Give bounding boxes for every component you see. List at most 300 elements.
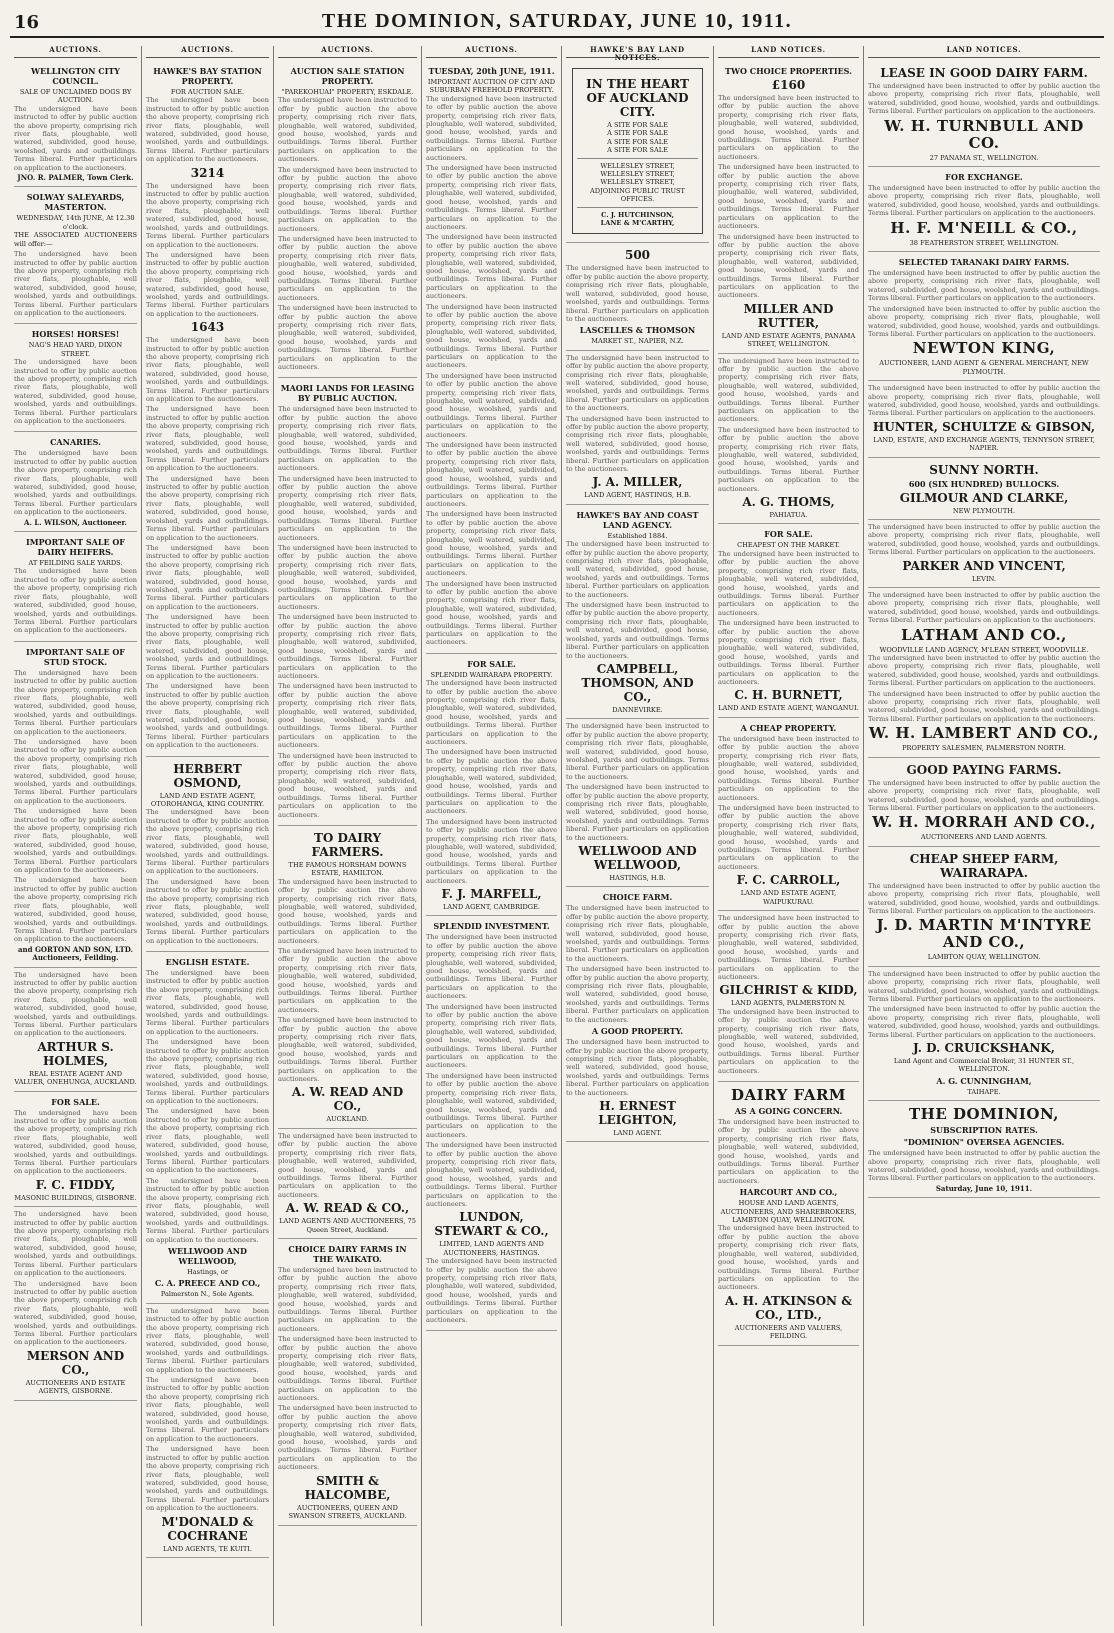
ad-body: The undersigned have been instructed to offer by public auction the above property, comprising rich river flats, ploughable, well watered, subdivided, good house, woolshed, yards and outbuildings. Terms liberal. Further particulars on application to the auctioneers. bbox=[868, 654, 1100, 688]
ad bbox=[278, 378, 417, 826]
ad-title: W. H. LAMBERT AND CO., bbox=[868, 724, 1100, 743]
ad-body: The undersigned have been instructed to offer by public auction the above property, comprising rich river flats, ploughable, well watered, subdivided, good house, woolshed, yards and outbuildings. Terms liberal. Further particulars on application to the auctioneers. bbox=[14, 1279, 137, 1347]
ad-body: The undersigned have been instructed to offer by public auction the above property, comprising rich river flats, ploughable, well watered, subdivided, good house, woolshed, yards and outbuildings. Terms liberal. Further particulars on application to the auctioneers. bbox=[566, 353, 709, 413]
ad-subtitle: SALE OF UNCLAIMED DOGS BY AUCTION. bbox=[19, 88, 132, 105]
acreage: 500 bbox=[624, 248, 651, 263]
ad-line: WELLESLEY STREET, bbox=[600, 170, 675, 179]
ad-body: The undersigned have been instructed to offer by public auction the above property, comprising rich river flats, ploughable, well watered, subdivided, good house, woolshed, yards and outbuildings. Terms liberal. Further particulars on application to the auctioneers. bbox=[718, 619, 859, 686]
ad-body: The undersigned have been instructed to offer by public auction the above property, comprising rich river flats, ploughable, well watered, subdivided, good house, woolshed, yards and outbuildings. Terms liberal. Further particulars on application to the auctioneers. bbox=[278, 751, 417, 819]
ad-body: The undersigned have been instructed to offer by public auction the above property, comprising rich river flats, ploughable, well watered, subdivided, good house, woolshed, yards and outbuildings. Terms liberal. Further particulars on application to the auctioneers. bbox=[278, 613, 417, 680]
ad bbox=[868, 588, 1100, 758]
ad-title: GILMOUR AND CLARKE, bbox=[899, 490, 1069, 505]
ad-body: The undersigned have been instructed to offer by public auction the above property, comprising rich river flats, ploughable, well watered, subdivided, good house, woolshed, yards and outbuildings. Terms liberal. Further particulars on application to the auctioneers. bbox=[868, 969, 1100, 1003]
ad-body: The undersigned have been instructed to offer by public auction the above property, comprising rich river flats, ploughable, well watered, subdivided, good house, woolshed, yards and outbuildings. Terms liberal. Further particulars on application to the auctioneers. bbox=[14, 1210, 137, 1278]
ad-title: C. H. BURNETT, bbox=[734, 688, 843, 703]
ad-body: The undersigned have been instructed to offer by public auction the above property, comprising rich river flats, ploughable, well watered, subdivided, good house, woolshed, yards and outbuildings. Terms liberal. Further particulars on application to the auctioneers. bbox=[426, 1257, 557, 1325]
ad-subtitle: DANNEVIRKE. bbox=[612, 705, 663, 714]
ad-body: The undersigned have been instructed to offer by public auction the above property, comprising rich river flats, ploughable, well watered, subdivided, good house, woolshed, yards and outbuildings. Terms liberal. Further particulars on application to the auctioneers. bbox=[426, 233, 557, 301]
ad bbox=[278, 1239, 417, 1526]
ad-subtitle: AUCTIONEERS, QUEEN AND SWANSON STREETS, AUCKLAND. bbox=[288, 1503, 407, 1521]
ad bbox=[426, 916, 557, 1331]
ad-title: CHOICE DAIRY FARMS IN THE WAIKATO. bbox=[288, 1243, 407, 1264]
ad bbox=[278, 1129, 417, 1239]
ad-title: LATHAM AND CO., bbox=[901, 625, 1067, 644]
ad-title: TO DAIRY FARMERS. bbox=[311, 830, 384, 859]
ad-subtitle: "PAREKOHUAI" PROPERTY, ESKDALE. bbox=[281, 88, 414, 96]
ad bbox=[566, 61, 709, 243]
ad-subtitle: MARKET ST., NAPIER, N.Z. bbox=[591, 337, 684, 346]
ad-body: The undersigned have been instructed to offer by public auction the above property, comprising rich river flats, ploughable, well watered, subdivided, good house, woolshed, yards and outbuildings. Terms liberal. Further particulars on application to the auctioneers. bbox=[868, 591, 1100, 625]
ad-title: HAWKE'S BAY AND COAST LAND AGENCY. bbox=[576, 509, 699, 530]
ad-line: A SITE FOR SALE bbox=[607, 146, 668, 155]
column-header: HAWKE'S BAY LAND NOTICES. bbox=[566, 46, 709, 58]
ad-subtitle: Land Agent and Commercial Broker, 31 HUNTER ST., WELLINGTON. bbox=[893, 1057, 1075, 1074]
column-header: AUCTIONS. bbox=[14, 46, 137, 58]
ad-title: ARTHUR S. HOLMES, bbox=[37, 1039, 114, 1068]
ad bbox=[718, 911, 859, 1082]
ad-body: The undersigned have been instructed to offer by public auction the above property, comprising rich river flats, ploughable, well watered, subdivided, good house, woolshed, yards and outbuildings. Terms liberal. Further particulars on application to the auctioneers. bbox=[146, 1445, 269, 1513]
ad-body: The undersigned have been instructed to offer by public auction the above property, comprising rich river flats, ploughable, well watered, subdivided, good house, woolshed, yards and outbuildings. Terms liberal. Further particulars on application to the auctioneers. bbox=[146, 877, 269, 945]
ad-body: The undersigned have been instructed to offer by public auction the above property, comprising rich river flats, ploughable, well watered, subdivided, good house, woolshed, yards and outbuildings. Terms liberal. Further particulars on application to the auctioneers. bbox=[868, 1005, 1100, 1039]
ad-body: The undersigned have been instructed to offer by public auction the above property, comprising rich river flats, ploughable, well watered, subdivided, good house, woolshed, yards and outbuildings. Terms liberal. Further particulars on application to the auctioneers. bbox=[566, 540, 709, 599]
ad-title: MAORI LANDS FOR LEASING BY PUBLIC AUCTION. bbox=[280, 383, 415, 404]
ad-body: The undersigned have been instructed to offer by public auction the above property, comprising rich river flats, ploughable, well watered, subdivided, good house, woolshed, yards and outbuildings. Terms liberal. Further particulars on application to the auctioneers. bbox=[868, 82, 1100, 116]
ad-body: The undersigned have been instructed to offer by public auction the above property, comprising rich river flats, ploughable, well watered, subdivided, good house, woolshed, yards and outbuildings. Terms liberal. Further particulars on application to the auctioneers. bbox=[718, 425, 859, 493]
ad-title: A. W. READ & CO., bbox=[285, 1201, 410, 1216]
ad-subtitle: AUCTIONEERS AND LAND AGENTS. bbox=[920, 833, 1048, 842]
ad-title: LUNDON, STEWART & CO., bbox=[434, 1210, 549, 1239]
ad-subtitle: LAND AND ESTATE AGENT, WANGANUI. bbox=[718, 704, 859, 713]
ad-body: The undersigned have been instructed to offer by public auction the above property, comprising rich river flats, ploughable, well watered, subdivided, good house, woolshed, yards and outbuildings. Terms liberal. Further particulars on application to the auctioneers. bbox=[566, 722, 709, 781]
ad-title: LASCELLES & THOMSON bbox=[579, 325, 696, 336]
columns bbox=[10, 46, 1104, 1626]
ad bbox=[868, 381, 1100, 457]
column-header: AUCTIONS. bbox=[278, 46, 417, 58]
ad-body: The undersigned have been instructed to offer by public auction the above property, comprising rich river flats, ploughable, well watered, subdivided, good house, woolshed, yards and outbuildings. Terms liberal. Further particulars on application to the auctioneers. bbox=[278, 946, 417, 1014]
ad bbox=[718, 524, 859, 717]
ad-body: The undersigned have been instructed to offer by public auction the above property, comprising rich river flats, ploughable, well watered, subdivided, good house, woolshed, yards and outbuildings. Terms liberal. Further particulars on application to the auctioneers. bbox=[146, 1306, 269, 1374]
ad-subtitle: AUCTIONEER, LAND AGENT & GENERAL MERCHANT, NEW PLYMOUTH. bbox=[879, 359, 1089, 376]
ad bbox=[146, 61, 269, 757]
ad-title: A GOOD PROPERTY. bbox=[591, 1026, 684, 1037]
ad-body: The undersigned have been instructed to offer by public auction the above property, comprising rich river flats, ploughable, well watered, subdivided, good house, woolshed, yards and outbuildings. Terms liberal. Further particulars on application to the auctioneers. bbox=[426, 302, 557, 370]
ad-body: The undersigned have been instructed to offer by public auction the above property, comprising rich river flats, ploughable, well watered, subdivided, good house, woolshed, yards and outbuildings. Terms liberal. Further particulars on application to the auctioneers. bbox=[146, 808, 269, 876]
ad-title: J. D. CRUICKSHANK, bbox=[913, 1041, 1055, 1055]
ad-title: HAWKE'S BAY STATION PROPERTY. bbox=[153, 66, 262, 86]
ad-subtitle: AUCTIONEERS AND ESTATE AGENTS, GISBORNE. bbox=[25, 1378, 126, 1396]
ad-line: ADJOINING PUBLIC TRUST OFFICES. bbox=[590, 186, 685, 204]
ad-body: The undersigned have been instructed to offer by public auction the above property, comprising rich river flats, ploughable, well watered, subdivided, good house, woolshed, yards and outbuildings. Terms liberal. Further particulars on application to the auctioneers. bbox=[426, 933, 557, 1001]
ad-body: The undersigned have been instructed to offer by public auction the above property, comprising rich river flats, ploughable, well watered, subdivided, good house, woolshed, yards and outbuildings. Terms liberal. Further particulars on application to the auctioneers. bbox=[566, 904, 709, 963]
ad-title: WELLINGTON CITY COUNCIL. bbox=[30, 66, 120, 86]
ad-subtitle: Established 1884. bbox=[607, 531, 668, 540]
ad-body: The undersigned have been instructed to offer by public auction the above property, comprising rich river flats, ploughable, well watered, subdivided, good house, woolshed, yards and outbuildings. Terms liberal. Further particulars on application to the auctioneers. bbox=[566, 1038, 709, 1097]
ad-body: THE ASSOCIATED AUCTIONEERS will offer:— bbox=[14, 231, 137, 248]
ad-body: The undersigned have been instructed to offer by public auction the above property, comprising rich river flats, ploughable, well watered, subdivided, good house, woolshed, yards and outbuildings. Terms liberal. Further particulars on application to the auctioneers. bbox=[278, 474, 417, 542]
ad-title: C. A. PREECE AND CO., bbox=[154, 1278, 261, 1289]
ad-body: The undersigned have been instructed to offer by public auction the above property, comprising rich river flats, ploughable, well watered, subdivided, good house, woolshed, yards and outbuildings. Terms liberal. Further particulars on application to the auctioneers. bbox=[14, 737, 137, 805]
column-header: LAND NOTICES. bbox=[868, 46, 1100, 58]
ad-subtitle: WOODVILLE LAND AGENCY, M'LEAN STREET, WOODVILLE. bbox=[879, 645, 1089, 654]
ad-body: The undersigned have been instructed to offer by public auction the above property, comprising rich river flats, ploughable, well watered, subdivided, good house, woolshed, yards and outbuildings. Terms liberal. Further particulars on application to the auctioneers. bbox=[278, 1016, 417, 1084]
ad-body: The undersigned have been instructed to offer by public auction the above property, comprising rich river flats, ploughable, well watered, subdivided, good house, woolshed, yards and outbuildings. Terms liberal. Further particulars on application to the auctioneers. bbox=[278, 1131, 417, 1199]
ad bbox=[146, 757, 269, 952]
column-3 bbox=[274, 46, 422, 1626]
ad-body: The undersigned have been instructed to offer by public auction the above property, comprising rich river flats, ploughable, well watered, subdivided, good house, woolshed, yards and outbuildings. Terms liberal. Further particulars on application to the auctioneers. bbox=[718, 356, 859, 424]
ad-subtitle: SPLENDID WAIRARAPA PROPERTY. bbox=[430, 670, 553, 679]
ad-title: H. ERNEST LEIGHTON, bbox=[598, 1098, 677, 1127]
ad-body: The undersigned have been instructed to offer by public auction the above property, comprising rich river flats, ploughable, well watered, subdivided, good house, woolshed, yards and outbuildings. Terms liberal. Further particulars on application to the auctioneers. bbox=[278, 234, 417, 302]
ad-body: The undersigned have been instructed to offer by public auction the above property, comprising rich river flats, ploughable, well watered, subdivided, good house, woolshed, yards and outbuildings. Terms liberal. Further particulars on application to the auctioneers. bbox=[14, 1108, 137, 1176]
ad bbox=[868, 458, 1100, 520]
masthead bbox=[10, 6, 1104, 38]
ad-title: PARKER AND VINCENT, bbox=[902, 558, 1066, 573]
acreage: 1643 bbox=[190, 320, 225, 335]
ad-line: WELLESLEY STREET, bbox=[600, 178, 675, 187]
ad-title: "DOMINION" OVERSEA AGENCIES. bbox=[903, 1137, 1065, 1148]
ad bbox=[566, 505, 709, 720]
ad-body: The undersigned have been instructed to offer by public auction the above property, comprising rich river flats, ploughable, well watered, subdivided, good house, woolshed, yards and outbuildings. Terms liberal. Further particulars on application to the auctioneers. bbox=[146, 405, 269, 473]
ad-title: A. H. ATKINSON & CO., LTD., bbox=[724, 1293, 853, 1322]
ad-body: The undersigned have been instructed to offer by public auction the above property, comprising rich river flats, ploughable, well watered, subdivided, good house, woolshed, yards and outbuildings. Terms liberal. Further particulars on application to the auctioneers. bbox=[14, 970, 137, 1038]
ad-body: The undersigned have been instructed to offer by public auction the above property, comprising rich river flats, ploughable, well watered, subdivided, good house, woolshed, yards and outbuildings. Terms liberal. Further particulars on application to the auctioneers. bbox=[146, 250, 269, 318]
ad bbox=[718, 718, 859, 911]
ad-body: The undersigned have been instructed to offer by public auction the above property, comprising rich river flats, ploughable, well watered, subdivided, good house, woolshed, yards and outbuildings. Terms liberal. Further particulars on application to the auctioneers. bbox=[146, 1376, 269, 1443]
ad bbox=[14, 61, 137, 187]
ad-body: The undersigned have been instructed to offer by public auction the above property, comprising rich river flats, ploughable, well watered, subdivided, good house, woolshed, yards and outbuildings. Terms liberal. Further particulars on application to the auctioneers. bbox=[278, 304, 417, 371]
ad-body: The undersigned have been instructed to offer by public auction the above property, comprising rich river flats, ploughable, well watered, subdivided, good house, woolshed, yards and outbuildings. Terms liberal. Further particulars on application to the auctioneers. bbox=[718, 1224, 859, 1292]
column-header: LAND NOTICES. bbox=[718, 46, 859, 58]
ad-title: FOR SALE. bbox=[51, 1096, 100, 1107]
ad-body: The undersigned have been instructed to offer by public auction the above property, comprising rich river flats, ploughable, well watered, subdivided, good house, woolshed, yards and outbuildings. Terms liberal. Further particulars on application to the auctioneers. bbox=[278, 1335, 417, 1403]
ad-body: The undersigned have been instructed to offer by public auction the above property, comprising rich river flats, ploughable, well watered, subdivided, good house, woolshed, yards and outbuildings. Terms liberal. Further particulars on application to the auctioneers. bbox=[278, 682, 417, 750]
ad-body: The undersigned have been instructed to offer by public auction the above property, comprising rich river flats, ploughable, well watered, subdivided, good house, woolshed, yards and outbuildings. Terms liberal. Further particulars on application to the auctioneers. bbox=[718, 232, 859, 300]
ad-title: F. J. MARFELL, bbox=[441, 886, 542, 901]
ad-subtitle: LAND AND ESTATE AGENT, OTOROHANGA, KING COUNTRY. bbox=[150, 791, 265, 809]
ad-title: DAIRY FARM bbox=[730, 1086, 847, 1104]
ad-subtitle: LAND AGENT, CAMBRIDGE. bbox=[443, 902, 540, 911]
ad-subtitle: LAND AND ESTATE AGENT, WAIPUKURAU. bbox=[740, 889, 837, 906]
ad-title: IN THE HEART OF AUCKLAND CITY. bbox=[586, 77, 689, 119]
ad-title: H. F. M'NEILL & CO., bbox=[890, 218, 1078, 237]
ad-line: A SITE FOR SALE bbox=[607, 129, 668, 138]
ad-title: GOOD PAYING FARMS. bbox=[906, 762, 1062, 777]
ad-title: CHOICE FARM. bbox=[602, 892, 673, 903]
ad-line: A SITE FOR SALE bbox=[607, 121, 668, 129]
ad-title: WELLWOOD AND WELLWOOD, bbox=[578, 844, 697, 872]
ad bbox=[868, 252, 1100, 381]
ad-body: The undersigned have been instructed to offer by public auction the above property, comprising rich river flats, ploughable, well watered, subdivided, good house, woolshed, yards and outbuildings. Terms liberal. Further particulars on application to the auctioneers. bbox=[146, 543, 269, 611]
column-6 bbox=[714, 46, 864, 1626]
newspaper-page bbox=[10, 6, 1104, 1626]
ad-subtitle: LIMITED, LAND AGENTS AND AUCTIONEERS, HASTINGS. bbox=[439, 1240, 544, 1257]
ad-subtitle: LAND AND ESTATE AGENTS, PANAMA STREET, WELLINGTON. bbox=[721, 331, 856, 349]
ad-body: The undersigned have been instructed to offer by public auction the above property, comprising rich river flats, ploughable, well watered, subdivided, good house, woolshed, yards and outbuildings. Terms liberal. Further particulars on application to the auctioneers. bbox=[566, 414, 709, 473]
ad-body: The undersigned have been instructed to offer by public auction the above property, comprising rich river flats, ploughable, well watered, subdivided, good house, woolshed, yards and outbuildings. Terms liberal. Further particulars on application to the auctioneers. bbox=[426, 817, 557, 885]
divider bbox=[577, 158, 698, 159]
ad bbox=[868, 758, 1100, 847]
ad bbox=[426, 654, 557, 917]
ad bbox=[14, 1207, 137, 1400]
ad-title: J. D. MARTIN M'INTYRE AND CO., bbox=[876, 916, 1092, 952]
ad-body: The undersigned have been instructed to offer by public auction the above property, comprising rich river flats, ploughable, well watered, subdivided, good house, woolshed, yards and outbuildings. Terms liberal. Further particulars on application to the auctioneers. bbox=[868, 269, 1100, 303]
ad-body: The undersigned have been instructed to offer by public auction the above property, comprising rich river flats, ploughable, well watered, subdivided, good house, woolshed, yards and outbuildings. Terms liberal. Further particulars on application to the auctioneers. bbox=[278, 1265, 417, 1333]
ad-title: IMPORTANT SALE OF DAIRY HEIFERS. bbox=[25, 537, 125, 558]
ad-subtitle: SUBSCRIPTION RATES. bbox=[930, 1125, 1038, 1136]
ad bbox=[14, 432, 137, 532]
ad-body: The undersigned have been instructed to offer by public auction the above property, comprising rich river flats, ploughable, well watered, subdivided, good house, woolshed, yards and outbuildings. Terms liberal. Further particulars on application to the auctioneers. bbox=[426, 164, 557, 231]
ad-subtitle: LAMBTON QUAY, WELLINGTON. bbox=[927, 953, 1041, 962]
ad-title: NEWTON KING, bbox=[912, 339, 1056, 358]
ad-title: A CHEAP PROPERTY. bbox=[740, 722, 837, 733]
ad-body: The undersigned have been instructed to offer by public auction the above property, comprising rich river flats, ploughable, well watered, subdivided, good house, woolshed, yards and outbuildings. Terms liberal. Further particulars on application to the auctioneers. bbox=[14, 567, 137, 635]
ad-body: The undersigned have been instructed to offer by public auction the above property, comprising rich river flats, ploughable, well watered, subdivided, good house, woolshed, yards and outbuildings. Terms liberal. Further particulars on application to the auctioneers. bbox=[868, 1149, 1100, 1183]
ad-body: The undersigned have been instructed to offer by public auction the above property, comprising rich river flats, ploughable, well watered, subdivided, good house, woolshed, yards and outbuildings. Terms liberal. Further particulars on application to the auctioneers. bbox=[146, 1107, 269, 1175]
ad-subtitle: Palmerston N., Sole Agents. bbox=[160, 1290, 255, 1299]
ad bbox=[718, 354, 859, 525]
ad-title: SELECTED TARANAKI DAIRY FARMS. bbox=[898, 257, 1070, 268]
ad-body: The undersigned have been instructed to offer by public auction the above property, comprising rich river flats, ploughable, well watered, subdivided, good house, woolshed, yards and outbuildings. Terms liberal. Further particulars on application to the auctioneers. bbox=[426, 94, 557, 162]
ad-title: HORSES! HORSES! bbox=[31, 329, 120, 340]
ad-title: FOR SALE. bbox=[467, 658, 516, 669]
ad-body: The undersigned have been instructed to offer by public auction the above property, comprising rich river flats, ploughable, well watered, subdivided, good house, woolshed, yards and outbuildings. Terms liberal. Further particulars on application to the auctioneers. bbox=[718, 549, 859, 617]
ad bbox=[566, 243, 709, 350]
ad bbox=[718, 1082, 859, 1346]
ad bbox=[868, 967, 1100, 1101]
ad-body: The undersigned have been instructed to offer by public auction the above property, comprising rich river flats, ploughable, well watered, subdivided, good house, woolshed, yards and outbuildings. Terms liberal. Further particulars on application to the auctioneers. bbox=[718, 1118, 859, 1185]
ad-title: FOR SALE. bbox=[764, 529, 813, 540]
ad-title: CHEAP SHEEP FARM, WAIRARAPA. bbox=[909, 851, 1059, 880]
ad-title: F. C. FIDDY, bbox=[35, 1177, 116, 1192]
ad-body: The undersigned have been instructed to offer by public auction the above property, comprising rich river flats, ploughable, well watered, subdivided, good house, woolshed, yards and outbuildings. Terms liberal. Further particulars on application to the auctioneers. bbox=[146, 682, 269, 750]
ad bbox=[14, 532, 137, 642]
ad-subtitle: NEW PLYMOUTH. bbox=[952, 506, 1016, 515]
ad-title: A. G. THOMS, bbox=[742, 495, 835, 510]
ad-subtitle: Hastings, or bbox=[187, 1267, 228, 1276]
ad-subtitle: MASONIC BUILDINGS, GISBORNE. bbox=[14, 1193, 137, 1202]
ad-title: SUNNY NORTH. bbox=[929, 462, 1039, 477]
ad-title: W. H. TURNBULL AND CO. bbox=[884, 116, 1084, 152]
ad-title: MERSON AND CO., bbox=[26, 1348, 125, 1377]
ad-body: The undersigned have been instructed to offer by public auction the above property, comprising rich river flats, ploughable, well watered, subdivided, good house, woolshed, yards and outbuildings. Terms liberal. Further particulars on application to the auctioneers. bbox=[146, 613, 269, 680]
ad-body: The undersigned have been instructed to offer by public auction the above property, comprising rich river flats, ploughable, well watered, subdivided, good house, woolshed, yards and outbuildings. Terms liberal. Further particulars on application to the auctioneers. bbox=[426, 510, 557, 578]
site-for-sale-box bbox=[572, 68, 703, 234]
ad-body: The undersigned have been instructed to offer by public auction the above property, comprising rich river flats, ploughable, well watered, subdivided, good house, woolshed, yards and outbuildings. Terms liberal. Further particulars on application to the auctioneers. bbox=[566, 264, 709, 323]
ad-title: M'DONALD & COCHRANE bbox=[161, 1514, 254, 1543]
ad-body: The undersigned have been instructed to offer by public auction the above property, comprising rich river flats, ploughable, well watered, subdivided, good house, woolshed, yards and outbuildings. Terms liberal. Further particulars on application to the auctioneers. bbox=[146, 181, 269, 249]
ad bbox=[14, 324, 137, 432]
ad-title: A. W. READ AND CO., bbox=[291, 1085, 404, 1114]
ad bbox=[278, 61, 417, 378]
ad-subtitle: AUCTIONEERS AND VALUERS, FEILDING. bbox=[734, 1323, 843, 1341]
ad-body: The undersigned have been instructed to offer by public auction the above property, comprising rich river flats, ploughable, well watered, subdivided, good house, woolshed, yards and outbuildings. Terms liberal. Further particulars on application to the auctioneers. bbox=[278, 405, 417, 473]
ad bbox=[868, 520, 1100, 588]
ad-signature: JNO. R. PALMER, Town Clerk. bbox=[17, 173, 134, 183]
ad-title: WELLWOOD AND WELLWOOD, bbox=[168, 1245, 247, 1266]
ad bbox=[718, 61, 859, 354]
ad bbox=[14, 968, 137, 1092]
ad-body: The undersigned have been instructed to offer by public auction the above property, comprising rich river flats, ploughable, well watered, subdivided, good house, woolshed, yards and outbuildings. Terms liberal. Further particulars on application to the auctioneers. bbox=[14, 807, 137, 875]
ad-subtitle: PAHIATUA. bbox=[769, 511, 808, 520]
ad-body: The undersigned have been instructed to offer by public auction the above property, comprising rich river flats, ploughable, well watered, subdivided, good house, woolshed, yards and outbuildings. Terms liberal. Further particulars on application to the auctioneers. bbox=[718, 914, 859, 981]
ad-subtitle: 38 FEATHERSTON STREET, WELLINGTON. bbox=[909, 238, 1059, 247]
ad-subtitle: IMPORTANT AUCTION OF CITY AND SUBURBAN FREEHOLD PROPERTY. bbox=[427, 78, 556, 95]
ad bbox=[146, 952, 269, 1304]
ad-body: The undersigned have been instructed to offer by public auction the above property, comprising rich river flats, ploughable, well watered, subdivided, good house, woolshed, yards and outbuildings. Terms liberal. Further particulars on application to the auctioneers. bbox=[14, 250, 137, 317]
ad-signature: and GORTON AND SON, LTD. Auctioneers, Feilding. bbox=[17, 944, 133, 963]
column-5 bbox=[562, 46, 714, 1626]
ad-subtitle: AT FEILDING SALE YARDS. bbox=[28, 559, 123, 568]
ad-title: A. G. CUNNINGHAM, bbox=[936, 1075, 1032, 1086]
ad-body: The undersigned have been instructed to offer by public auction the above property, comprising rich river flats, ploughable, well watered, subdivided, good house, woolshed, yards and outbuildings. Terms liberal. Further particulars on application to the auctioneers. bbox=[868, 304, 1100, 338]
ad-body: The undersigned have been instructed to offer by public auction the above property, comprising rich river flats, ploughable, well watered, subdivided, good house, woolshed, yards and outbuildings. Terms liberal. Further particulars on application to the auctioneers. bbox=[718, 1007, 859, 1075]
ad-body: The undersigned have been instructed to offer by public auction the above property, comprising rich river flats, ploughable, well watered, subdivided, good house, woolshed, yards and outbuildings. Terms liberal. Further particulars on application to the auctioneers. bbox=[566, 965, 709, 1024]
ad-body: The undersigned have been instructed to offer by public auction the above property, comprising rich river flats, ploughable, well watered, subdivided, good house, woolshed, yards and outbuildings. Terms liberal. Further particulars on application to the auctioneers. bbox=[278, 96, 417, 164]
ad bbox=[14, 1092, 137, 1208]
ad-title: SOLWAY SALEYARDS, MASTERTON. bbox=[26, 192, 125, 213]
ad-body: The undersigned have been instructed to offer by public auction the above property, comprising rich river flats, ploughable, well watered, subdivided, good house, woolshed, yards and outbuildings. Terms liberal. Further particulars on application to the auctioneers. bbox=[426, 1071, 557, 1139]
ad-body: The undersigned have been instructed to offer by public auction the above property, comprising rich river flats, ploughable, well watered, subdivided, good house, woolshed, yards and outbuildings. Terms liberal. Further particulars on application to the auctioneers. bbox=[278, 543, 417, 611]
ad-title: F. C. CARROLL, bbox=[736, 873, 841, 888]
ad-body: The undersigned have been instructed to offer by public auction the above property, comprising rich river flats, ploughable, well watered, subdivided, good house, woolshed, yards and outbuildings. Terms liberal. Further particulars on application to the auctioneers. bbox=[146, 474, 269, 542]
ad-title: HARCOURT AND CO., bbox=[739, 1187, 838, 1198]
ad-body: The undersigned have been instructed to offer by public auction the above property, comprising rich river flats, ploughable, well watered, subdivided, good house, woolshed, yards and outbuildings. Terms liberal. Further particulars on application to the auctioneers. bbox=[868, 778, 1100, 812]
ad-body: The undersigned have been instructed to offer by public auction the above property, comprising rich river flats, ploughable, well watered, subdivided, good house, woolshed, yards and outbuildings. Terms liberal. Further particulars on application to the auctioneers. bbox=[566, 783, 709, 842]
ad-body: The undersigned have been instructed to offer by public auction the above property, comprising rich river flats, ploughable, well watered, subdivided, good house, woolshed, yards and outbuildings. Terms liberal. Further particulars on application to the auctioneers. bbox=[278, 877, 417, 945]
ad-line: C. J. HUTCHINSON, bbox=[601, 210, 674, 219]
ad-title: SPLENDID INVESTMENT. bbox=[433, 921, 550, 932]
ad-body: The undersigned have been instructed to offer by public auction the above property, comprising rich river flats, ploughable, well watered, subdivided, good house, woolshed, yards and outbuildings. Terms liberal. Further particulars on application to the auctioneers. bbox=[426, 371, 557, 439]
ad-subtitle: LAND AGENTS, TE KUITI. bbox=[162, 1544, 253, 1553]
ad-body: The undersigned have been instructed to offer by public auction the above property, comprising rich river flats, ploughable, well watered, subdivided, good house, woolshed, yards and outbuildings. Terms liberal. Further particulars on application to the auctioneers. bbox=[146, 96, 269, 164]
divider bbox=[577, 207, 698, 208]
ad-body: The undersigned have been instructed to offer by public auction the above property, comprising rich river flats, ploughable, well watered, subdivided, good house, woolshed, yards and outbuildings. Terms liberal. Further particulars on application to the auctioneers. bbox=[426, 1002, 557, 1070]
ad-subtitle: LEVIN. bbox=[971, 574, 996, 583]
ad bbox=[566, 719, 709, 887]
ad bbox=[14, 187, 137, 324]
ad-body: The undersigned have been instructed to offer by public auction the above property, comprising rich river flats, ploughable, well watered, subdivided, good house, woolshed, yards and outbuildings. Terms liberal. Further particulars on application to the auctioneers. bbox=[868, 184, 1100, 218]
ad-body: The undersigned have been instructed to offer by public auction the above property, comprising rich river flats, ploughable, well watered, subdivided, good house, woolshed, yards and outbuildings. Terms liberal. Further particulars on application to the auctioneers. bbox=[146, 1176, 269, 1244]
ad-body: The undersigned have been instructed to offer by public auction the above property, comprising rich river flats, ploughable, well watered, subdivided, good house, woolshed, yards and outbuildings. Terms liberal. Further particulars on application to the auctioneers. bbox=[868, 384, 1100, 418]
ad-line: WELLESLEY STREET, bbox=[600, 161, 675, 170]
ad bbox=[14, 642, 137, 968]
ad-title: TWO CHOICE PROPERTIES. bbox=[725, 66, 852, 76]
ad-title: IMPORTANT SALE OF STUD STOCK. bbox=[25, 646, 125, 667]
ad bbox=[868, 167, 1100, 252]
ad-subtitle: 600 (SIX HUNDRED) BULLOCKS. bbox=[908, 478, 1060, 489]
ad-subtitle: LAND AGENTS, PALMERSTON N. bbox=[731, 999, 846, 1008]
ad-subtitle: FOR AUCTION SALE. bbox=[170, 88, 245, 96]
ad-subtitle: PROPERTY SALESMEN, PALMERSTON NORTH. bbox=[902, 744, 1066, 753]
ad-title: AUCTION SALE STATION PROPERTY. bbox=[290, 66, 405, 86]
column-4 bbox=[422, 46, 562, 1626]
ad-subtitle: REAL ESTATE AGENT AND VALUER, ONEHUNGA, AUCKLAND. bbox=[14, 1069, 137, 1087]
ad-subtitle: HASTINGS, H.B. bbox=[609, 874, 666, 882]
ad bbox=[566, 351, 709, 505]
ad-title: CAMPBELL, THOMSON, AND CO., bbox=[581, 661, 694, 704]
ad bbox=[146, 1304, 269, 1558]
ad-subtitle: LAND AGENT, HASTINGS, H.B. bbox=[584, 491, 691, 500]
ad-signature: Saturday, June 10, 1911. bbox=[935, 1183, 1033, 1193]
ad-subtitle: AS A GOING CONCERN. bbox=[734, 1106, 843, 1116]
ad-title: SMITH & HALCOMBE, bbox=[304, 1473, 391, 1502]
ad-body: The undersigned have been instructed to offer by public auction the above property, comprising rich river flats, ploughable, well watered, subdivided, good house, woolshed, yards and outbuildings. Terms liberal. Further particulars on application to the auctioneers. bbox=[426, 679, 557, 747]
column-header: AUCTIONS. bbox=[146, 46, 269, 58]
ad-signature: A. L. WILSON, Auctioneer. bbox=[24, 517, 127, 527]
ad-title: HERBERT OSMOND, bbox=[173, 761, 242, 790]
ad-title: HUNTER, SCHULTZE & GIBSON, bbox=[872, 419, 1096, 434]
ad-title: W. H. MORRAH AND CO., bbox=[872, 813, 1096, 832]
ad-title: GILCHRIST & KIDD, bbox=[719, 983, 858, 998]
ad-body: The undersigned have been instructed to offer by public auction the above property, comprising rich river flats, ploughable, well watered, subdivided, good house, woolshed, yards and outbuildings. Terms liberal. Further particulars on application to the auctioneers. bbox=[718, 94, 859, 161]
ad-subtitle: LAND, ESTATE, AND EXCHANGE AGENTS, TENNYSON STREET, NAPIER. bbox=[873, 435, 1095, 453]
ad bbox=[868, 61, 1100, 167]
column-header: AUCTIONS. bbox=[426, 46, 557, 58]
newspaper-title: THE DOMINION, SATURDAY, JUNE 10, 1911. bbox=[321, 9, 793, 32]
ad-body: The undersigned have been instructed to offer by public auction the above property, comprising rich river flats, ploughable, well watered, subdivided, good house, woolshed, yards and outbuildings. Terms liberal. Further particulars on application to the auctioneers. bbox=[868, 522, 1100, 557]
page-number: 16 bbox=[14, 12, 40, 33]
ad-title: CANARIES. bbox=[50, 437, 101, 448]
ad-title: THE DOMINION, bbox=[909, 1105, 1059, 1124]
ad-title: MILLER AND RUTTER, bbox=[743, 301, 834, 330]
ad-line: A SITE FOR SALE bbox=[607, 137, 668, 146]
ad-subtitle: THE FAMOUS HORSHAM DOWNS ESTATE, HAMILTON. bbox=[288, 860, 407, 878]
ad-body: The undersigned have been instructed to offer by public auction the above property, comprising rich river flats, ploughable, well watered, subdivided, good house, woolshed, yards and outbuildings. Terms liberal. Further particulars on application to the auctioneers. bbox=[868, 881, 1100, 915]
acreage: £160 bbox=[771, 78, 806, 92]
ad-body: The undersigned have been instructed to offer by public auction the above property, comprising rich river flats, ploughable, well watered, subdivided, good house, woolshed, yards and outbuildings. Terms liberal. Further particulars on application to the auctioneers. bbox=[146, 1038, 269, 1106]
ad-subtitle: LAND AGENTS AND AUCTIONEERS, 75 Queen Street, Auckland. bbox=[279, 1217, 416, 1234]
ad-body: The undersigned have been instructed to offer by public auction the above property, comprising rich river flats, ploughable, well watered, subdivided, good house, woolshed, yards and outbuildings. Terms liberal. Further particulars on application to the auctioneers. bbox=[718, 163, 859, 231]
ad-subtitle: NAG'S HEAD YARD, DIXON STREET. bbox=[28, 341, 123, 358]
ad-body: The undersigned have been instructed to offer by public auction the above property, comprising rich river flats, ploughable, well watered, subdivided, good house, woolshed, yards and outbuildings. Terms liberal. Further particulars on application to the auctioneers. bbox=[566, 601, 709, 660]
ad-title: J. A. MILLER, bbox=[592, 475, 683, 490]
ad bbox=[868, 1101, 1100, 1198]
acreage: 3214 bbox=[190, 165, 225, 180]
ad-body: The undersigned have been instructed to offer by public auction the above property, comprising rich river flats, ploughable, well watered, subdivided, good house, woolshed, yards and outbuildings. Terms liberal. Further particulars on application to the auctioneers. bbox=[426, 748, 557, 816]
ad-body: The undersigned have been instructed to offer by public auction the above property, comprising rich river flats, ploughable, well watered, subdivided, good house, woolshed, yards and outbuildings. Terms liberal. Further particulars on application to the auctioneers. bbox=[14, 668, 137, 736]
ad-body: The undersigned have been instructed to offer by public auction the above property, comprising rich river flats, ploughable, well watered, subdivided, good house, woolshed, yards and outbuildings. Terms liberal. Further particulars on application to the auctioneers. bbox=[14, 449, 137, 517]
ad-body: The undersigned have been instructed to offer by public auction the above property, comprising rich river flats, ploughable, well watered, subdivided, good house, woolshed, yards and outbuildings. Terms liberal. Further particulars on application to the auctioneers. bbox=[426, 1141, 557, 1208]
ad-subtitle: AUCKLAND. bbox=[326, 1115, 369, 1124]
ad-body: The undersigned have been instructed to offer by public auction the above property, comprising rich river flats, ploughable, well watered, subdivided, good house, woolshed, yards and outbuildings. Terms liberal. Further particulars on application to the auctioneers. bbox=[278, 165, 417, 233]
ad-body: The undersigned have been instructed to offer by public auction the above property, comprising rich river flats, ploughable, well watered, subdivided, good house, woolshed, yards and outbuildings. Terms liberal. Further particulars on application to the auctioneers. bbox=[278, 1404, 417, 1472]
ad bbox=[868, 847, 1100, 967]
ad-subtitle: TAIHAPE. bbox=[967, 1087, 1001, 1096]
ad-body: The undersigned have been instructed to offer by public auction the above property, comprising rich river flats, ploughable, well watered, subdivided, good house, woolshed, yards and outbuildings. Terms liberal. Further particulars on application to the auctioneers. bbox=[146, 968, 269, 1036]
ad-line: LANE & M'CARTHY, bbox=[600, 219, 675, 228]
column-2 bbox=[142, 46, 274, 1626]
ad-subtitle: 27 PANAMA ST., WELLINGTON. bbox=[929, 153, 1039, 162]
ad-body: The undersigned have been instructed to offer by public auction the above property, comprising rich river flats, ploughable, well watered, subdivided, good house, woolshed, yards and outbuildings. Terms liberal. Further particulars on application to the auctioneers. bbox=[426, 579, 557, 647]
ad-body: The undersigned have been instructed to offer by public auction the above property, comprising rich river flats, ploughable, well watered, subdivided, good house, woolshed, yards and outbuildings. Terms liberal. Further particulars on application to the auctioneers. bbox=[14, 358, 137, 425]
ad bbox=[278, 826, 417, 1129]
ad-title: FOR EXCHANGE. bbox=[945, 172, 1023, 183]
ad-body: The undersigned have been instructed to offer by public auction the above property, comprising rich river flats, ploughable, well watered, subdivided, good house, woolshed, yards and outbuildings. Terms liberal. Further particulars on application to the auctioneers. bbox=[868, 689, 1100, 723]
ad-title: TUESDAY, 20th JUNE, 1911. bbox=[428, 66, 555, 76]
ad-title: ENGLISH ESTATE. bbox=[165, 956, 250, 967]
ad bbox=[566, 887, 709, 1142]
column-1 bbox=[10, 46, 142, 1626]
ad-body: The undersigned have been instructed to offer by public auction the above property, comprising rich river flats, ploughable, well watered, subdivided, good house, woolshed, yards and outbuildings. Terms liberal. Further particulars on application to the auctioneers. bbox=[718, 804, 859, 871]
ad bbox=[426, 61, 557, 654]
ad-body: The undersigned have been instructed to offer by public auction the above property, comprising rich river flats, ploughable, well watered, subdivided, good house, woolshed, yards and outbuildings. Terms liberal. Further particulars on application to the auctioneers. bbox=[426, 441, 557, 508]
ad-body: The undersigned have been instructed to offer by public auction the above property, comprising rich river flats, ploughable, well watered, subdivided, good house, woolshed, yards and outbuildings. Terms liberal. Further particulars on application to the auctioneers. bbox=[718, 734, 859, 802]
ad-subtitle: CHEAPEST ON THE MARKET. bbox=[737, 541, 840, 550]
column-7 bbox=[864, 46, 1104, 1626]
ad-subtitle: HOUSE AND LAND AGENTS, AUCTIONEERS, AND SHAREBROKERS, LAMBTON QUAY, WELLINGTON. bbox=[720, 1199, 857, 1225]
ad-body: The undersigned have been instructed to offer by public auction the above property, comprising rich river flats, ploughable, well watered, subdivided, good house, woolshed, yards and outbuildings. Terms liberal. Further particulars on application to the auctioneers. bbox=[14, 104, 137, 172]
ad-title: LEASE IN GOOD DAIRY FARM. bbox=[880, 66, 1088, 80]
